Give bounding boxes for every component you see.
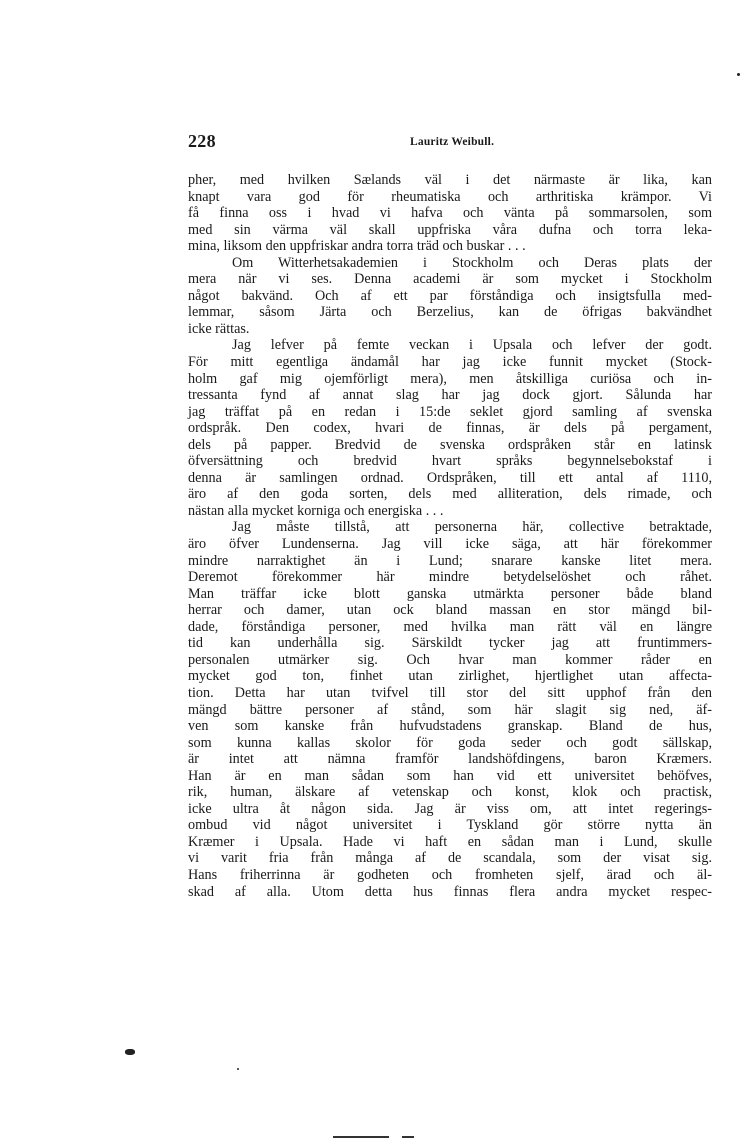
text-line: tressanta fynd af annat slag har jag dock gjort. Sålunda har xyxy=(188,387,712,404)
text-line: Om Witterhetsakademien i Stockholm och Deras plats der xyxy=(232,254,712,271)
text-line: är intet att nämna framför landshöfdingens, baron Kræmers. xyxy=(188,751,712,768)
ink-speck xyxy=(737,73,740,76)
text-line: ordspråk. Den codex, hvari de finnas, är dels på pergament, xyxy=(188,420,712,437)
ink-speck xyxy=(237,1068,239,1070)
text-line: rik, human, älskare af vetenskap och konst, klok och practisk, xyxy=(188,784,712,801)
ink-blot xyxy=(125,1049,135,1055)
text-line: knapt vara god för rheumatiska och arthritiska krämpor. Vi xyxy=(188,188,712,205)
scan-rule xyxy=(402,1136,414,1138)
text-line: Jag måste tillstå, att personerna här, collective betraktade, xyxy=(232,519,712,536)
text-line: med sin värma väl skall uppfriska våra dufna och torra leka- xyxy=(188,221,712,238)
text-line: tion. Detta har utan tvifvel till stor del sitt upphof från den xyxy=(188,684,712,701)
text-line: lemmar, såsom Järta och Berzelius, kan de öfrigas bakvändhet xyxy=(188,304,712,321)
text-line: icke rättas. xyxy=(188,320,250,337)
text-line: tid kan underhålla sig. Särskildt tycker jag att fruntimmers- xyxy=(188,635,712,652)
text-line: För mitt egentliga ändamål har jag icke funnit mycket (Stock- xyxy=(188,354,712,371)
text-line: äro af den goda sorten, dels med alliteration, dels rimade, och xyxy=(188,486,712,503)
text-line: jag träffat på en redan i 15:de seklet gjord samling af svenska xyxy=(188,403,712,420)
text-line: få finna oss i hvad vi hafva och vänta på sommarsolen, som xyxy=(188,205,712,222)
text-line: Han är en man sådan som han vid ett universitet behöfves, xyxy=(188,767,712,784)
text-line: Hans friherrinna är godheten och fromheten sjelf, ärad och äl- xyxy=(188,866,712,883)
text-line: något bakvänd. Och af ett par förståndiga och insigtsfulla med- xyxy=(188,287,712,304)
text-line: mycket god ton, finhet utan zirlighet, hjertlighet utan affecta- xyxy=(188,668,712,685)
running-head: Lauritz Weibull. xyxy=(410,136,495,148)
scan-rule xyxy=(333,1136,389,1138)
text-line: herrar och damer, utan ock bland massan en stor mängd bil- xyxy=(188,602,712,619)
text-line: skad af alla. Utom detta hus finnas flera andra mycket respec- xyxy=(188,883,712,900)
text-line: mera när vi ses. Denna academi är som mycket i Stockholm xyxy=(188,271,712,288)
text-line: ombud vid något universitet i Tyskland gör större nytta än xyxy=(188,817,712,834)
text-line: Man träffar icke blott ganska utmärkta personer både bland xyxy=(188,585,712,602)
text-line: dels på papper. Bredvid de svenska ordspråken står en latinsk xyxy=(188,436,712,453)
text-line: dade, förståndiga personer, med hvilka man rätt väl en längre xyxy=(188,618,712,635)
text-line: icke ultra åt någon sida. Jag är viss om, att intet regerings- xyxy=(188,800,712,817)
text-line: Kræmer i Upsala. Hade vi haft en sådan man i Lund, skulle xyxy=(188,833,712,850)
text-line: mängd bättre personer af stånd, som här slagit sig ned, äf- xyxy=(188,701,712,718)
text-line: äro öfver Lundenserna. Jag vill icke säga, att här förekommer xyxy=(188,536,712,553)
text-line: personalen utmärker sig. Och hvar man kommer råder en xyxy=(188,651,712,668)
page-header xyxy=(188,131,712,155)
page-number: 228 xyxy=(188,131,216,151)
text-line: öfversättning och bredvid hvart språks begynnelsebokstaf i xyxy=(188,453,712,470)
text-line: pher, med hvilken Sælands väl i det närmaste är lika, kan xyxy=(188,172,712,188)
text-line: mina, liksom den uppfriskar andra torra träd och buskar . . . xyxy=(188,238,526,255)
text-line: som kunna kallas skolor för goda seder och godt sällskap, xyxy=(188,734,712,751)
text-line: holm gaf mig ojemförligt mera), men åtskilliga curiösa och in- xyxy=(188,370,712,387)
text-line: nästan alla mycket korniga och energiska . . . xyxy=(188,502,444,519)
text-line: denna är samlingen ordnad. Ordspråken, till ett antal af 1110, xyxy=(188,469,712,486)
text-line: vi varit fria från många af de scandala, som der visat sig. xyxy=(188,850,712,867)
text-line: mindre narraktighet än i Lund; snarare kanske litet mera. xyxy=(188,552,712,569)
body-text xyxy=(188,172,712,900)
text-line: ven som kanske från hufvudstadens granskap. Bland de hus, xyxy=(188,718,712,735)
text-line: Jag lefver på femte veckan i Upsala och lefver der godt. xyxy=(232,337,712,354)
text-line: Deremot förekommer här mindre betydelselöshet och råhet. xyxy=(188,569,712,586)
